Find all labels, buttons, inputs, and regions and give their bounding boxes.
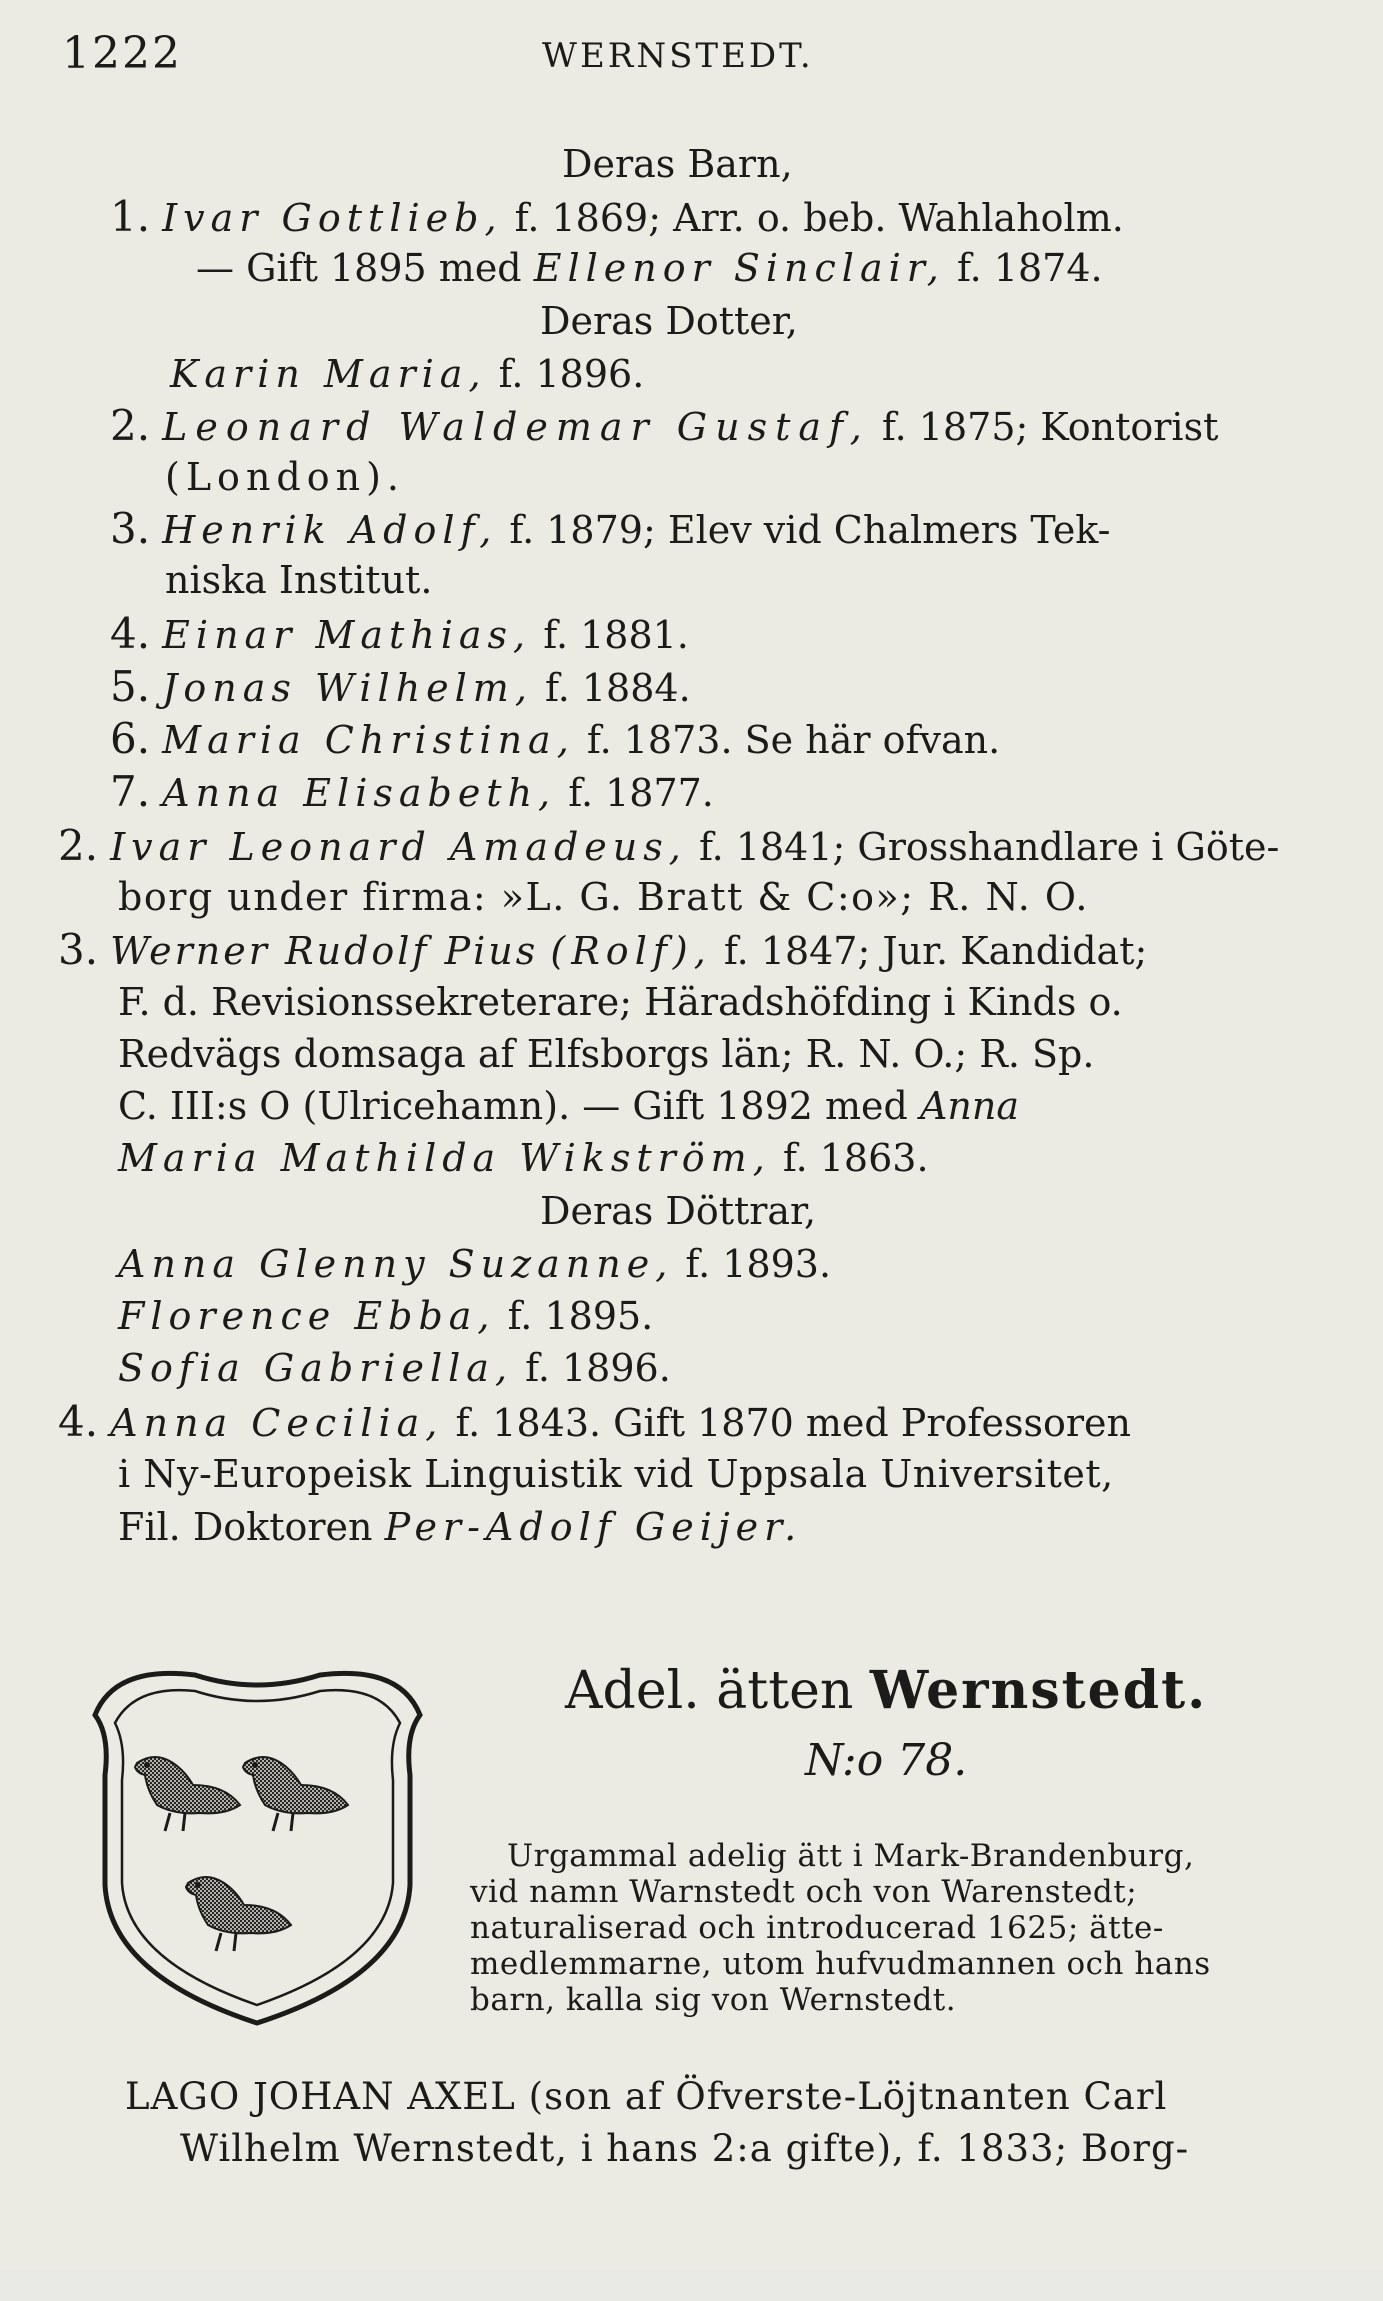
sibling-3-line-2: F. d. Revisionssekreterare; Häradshöfding i Kinds o. <box>118 980 1123 1024</box>
entry-text: f. 1841; Grosshandlare i Göte- <box>698 825 1280 869</box>
daughter-3 <box>118 1344 671 1392</box>
entry-number: 4. <box>58 1397 99 1446</box>
family-number-text: N:o 78. <box>805 1735 968 1786</box>
sibling-3-line-4 <box>118 1082 1019 1130</box>
subheading-deras-barn: Deras Barn, <box>562 142 793 186</box>
entry-text: f. 1896. <box>525 1346 671 1390</box>
family-desc-line-2: vid namn Warnstedt och von Warenstedt; <box>470 1874 1138 1910</box>
entry-number: 2. <box>58 821 99 870</box>
entry-6 <box>110 715 1000 764</box>
sibling-2 <box>58 822 1279 871</box>
entry-karin <box>170 350 644 398</box>
sibling-3-line-3: Redvägs domsaga af Elfsborgs län; R. N. O.; R. Sp. <box>118 1032 1095 1076</box>
subheading-deras-dotter: Deras Dotter, <box>540 299 798 343</box>
family-desc-line-1: Urgammal adelig ätt i Mark-Brandenburg, <box>507 1838 1195 1874</box>
entry-text: f. 1895. <box>507 1294 654 1338</box>
entry-text: f. 1881. <box>543 613 689 657</box>
entry-number: 6. <box>110 714 151 763</box>
entry-7 <box>110 768 714 817</box>
spouse-name: Ellenor Sinclair, <box>533 246 945 290</box>
daughter-1 <box>118 1240 831 1288</box>
entry-3-line-2: niska Institut. <box>165 558 433 602</box>
person-name: Werner Rudolf Pius <box>110 929 539 973</box>
entry-1-line-2 <box>196 244 1103 292</box>
person-name: Anna Glenny Suzanne, <box>118 1242 674 1286</box>
entry-5 <box>110 663 691 712</box>
coat-of-arms-icon <box>75 1655 440 2030</box>
entry-text: f. 1875; Kontorist <box>881 405 1219 449</box>
lago-entry-line-1: LAGO JOHAN AXEL (son af Öfverste-Löjtnanten Carl <box>125 2075 1168 2118</box>
entry-text: f. 1874. <box>956 246 1103 290</box>
entry-4 <box>110 610 689 659</box>
entry-number: 5. <box>110 662 151 711</box>
entry-text: f. 1877. <box>568 771 714 815</box>
sibling-4-line-3 <box>118 1503 802 1551</box>
sibling-4-line-2: i Ny-Europeisk Linguistik vid Uppsala Universitet, <box>118 1452 1114 1496</box>
page-header <box>62 28 1343 88</box>
person-name: Florence Ebba, <box>118 1294 496 1338</box>
lago-entry-line-2: Wilhelm Wernstedt, i hans 2:a gifte), f. 1833; Borg- <box>180 2127 1190 2170</box>
entry-text: Fil. Doktoren <box>118 1505 373 1549</box>
spouse-name: Maria Mathilda Wikström, <box>118 1136 771 1180</box>
person-name: Maria Christina, <box>162 718 575 762</box>
person-name: Anna Elisabeth, <box>162 771 557 815</box>
sibling-3 <box>58 926 1147 975</box>
entry-text: f. 1893. <box>685 1242 832 1286</box>
entry-number: 2. <box>110 401 151 450</box>
entry-text: f. 1843. Gift 1870 med Professoren <box>455 1401 1131 1445</box>
spouse-name: Anna <box>919 1084 1020 1128</box>
entry-number: 4. <box>110 609 151 658</box>
family-desc-line-3: naturaliserad och introducerad 1625; ätte- <box>470 1910 1164 1946</box>
entry-number: 7. <box>110 767 151 816</box>
running-head: WERNSTEDT. <box>542 36 814 76</box>
entry-text: f. 1869; Arr. o. beb. Wahlaholm. <box>514 196 1124 240</box>
sibling-3-line-5 <box>118 1134 929 1182</box>
entry-text: f. 1873. Se här ofvan. <box>586 718 1001 762</box>
entry-number: 3. <box>58 925 99 974</box>
person-name: Ivar Gottlieb, <box>162 196 503 240</box>
entry-text: f. 1847; Jur. Kandidat; <box>723 929 1148 973</box>
family-desc-line-5: barn, kalla sig von Wernstedt. <box>470 1982 957 2018</box>
sibling-4 <box>58 1398 1131 1447</box>
entry-text: f. 1896. <box>498 352 645 396</box>
entry-text: f. 1863. <box>782 1136 929 1180</box>
entry-text: f. 1879; Elev vid Chalmers Tek- <box>509 508 1111 552</box>
family-desc-line-4: medlemmarne, utom hufvudmannen och hans <box>470 1946 1211 1982</box>
person-name: Jonas Wilhelm, <box>162 666 533 710</box>
entry-1 <box>110 193 1124 242</box>
subheading-deras-dottrar: Deras Döttrar, <box>540 1189 817 1233</box>
person-name: Leonard Waldemar Gustaf, <box>162 405 870 449</box>
person-name: Karin Maria, <box>170 352 487 396</box>
person-name: Henrik Adolf, <box>162 508 498 552</box>
entry-text: f. 1884. <box>545 666 691 710</box>
family-title <box>565 1660 1207 1721</box>
person-name: Anna Cecilia, <box>110 1401 444 1445</box>
person-name: Sofia Gabriella, <box>118 1346 514 1390</box>
entry-number: 1. <box>110 192 151 241</box>
person-name: Ivar Leonard Amadeus, <box>110 825 687 869</box>
scan-margin <box>0 2270 1383 2301</box>
entry-2-line-2: (London). <box>165 455 405 499</box>
entry-2 <box>110 402 1218 451</box>
person-name: Per-Adolf Geijer. <box>384 1505 803 1549</box>
entry-number: 3. <box>110 504 151 553</box>
nickname: (Rolf), <box>550 929 712 973</box>
title-prefix: Adel. ätten <box>565 1661 854 1721</box>
family-name: Wernstedt. <box>869 1660 1208 1721</box>
page-number: 1222 <box>62 28 182 79</box>
entry-3 <box>110 505 1111 554</box>
entry-text: C. III:s O (Ulricehamn). — Gift 1892 med <box>118 1084 908 1128</box>
sibling-2-line-2: borg under firma: »L. G. Bratt & C:o»; R. N. O. <box>118 875 1089 919</box>
daughter-2 <box>118 1292 653 1340</box>
family-number <box>805 1735 967 1786</box>
person-name: Einar Mathias, <box>162 613 532 657</box>
entry-text: — Gift 1895 med <box>196 246 522 290</box>
